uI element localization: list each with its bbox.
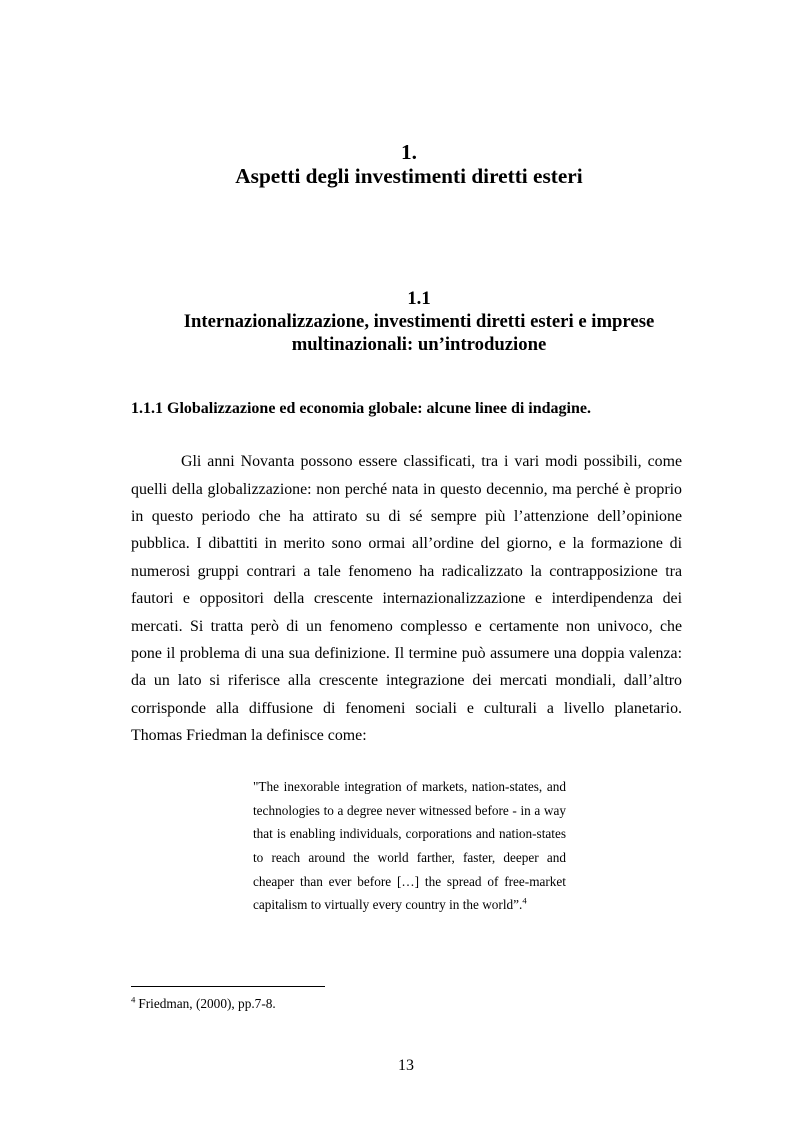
subsection-heading: 1.1.1 Globalizzazione ed economia globale: alcune linee di indagine. [131,400,591,417]
section-heading [131,287,707,356]
quote-line: technologies to a degree never witnessed before - in a way [253,802,566,818]
paragraph-line: da un lato si riferisce alla crescente integrazione dei mercati mondiali, dall’altro [131,672,682,690]
quote-line: "The inexorable integration of markets, nation-states, and [253,779,566,795]
quote-line: cheaper than ever before […] the spread of free-market [253,873,566,889]
chapter-title: Aspetti degli investimenti diretti esteri [235,164,583,188]
footnote-separator [131,986,325,987]
footnote-ref-marker: 4 [522,895,527,906]
chapter-heading [131,140,687,188]
paragraph-line: in questo periodo che ha attirato su di sé sempre più l’attenzione dell’opinione [131,508,682,526]
section-title-line: Internazionalizzazione, investimenti diretti esteri e imprese [183,310,655,332]
body-paragraph [131,448,682,749]
footnote-text: Friedman, (2000), pp.7-8. [138,996,276,1011]
quote-line [253,893,566,917]
paragraph-line: corrisponde alla diffusione di fenomeni sociali e culturali a livello planetario. [131,699,682,717]
paragraph-line: mercati. Si tratta però di un fenomeno complesso e certamente non univoco, che [131,617,682,635]
quote-line: to reach around the world farther, faster, deeper and [253,849,566,865]
quote-line: that is enabling individuals, corporations and nation-states [253,826,566,842]
block-quote [253,775,566,917]
page-number: 13 [398,1057,414,1074]
section-number: 1.1 [407,287,431,309]
paragraph-line: pubblica. I dibattiti in merito sono ormai all’ordine del giorno, e la formazione di [131,535,682,553]
paragraph-line: Thomas Friedman la definisce come: [131,727,367,745]
quote-line-text: capitalism to virtually every country in the world”. [253,897,523,913]
paragraph-line: numerosi gruppi contrari a tale fenomeno ha radicalizzato la contrapposizione tra [131,562,682,580]
paragraph-line: pone il problema di una sua definizione. Il termine può assumere una doppia valenza: [131,645,682,663]
paragraph-line: Gli anni Novanta possono essere classificati, tra i vari modi possibili, come [181,453,682,471]
footnote-marker: 4 [131,994,136,1005]
chapter-number: 1. [401,140,417,164]
paragraph-line: fautori e oppositori della crescente internazionalizzazione e interdipendenza dei [131,590,682,608]
footnote [131,996,276,1012]
section-title-line: multinazionali: un’introduzione [291,333,547,355]
paragraph-line: quelli della globalizzazione: non perché nata in questo decennio, ma perché è proprio [131,480,682,498]
